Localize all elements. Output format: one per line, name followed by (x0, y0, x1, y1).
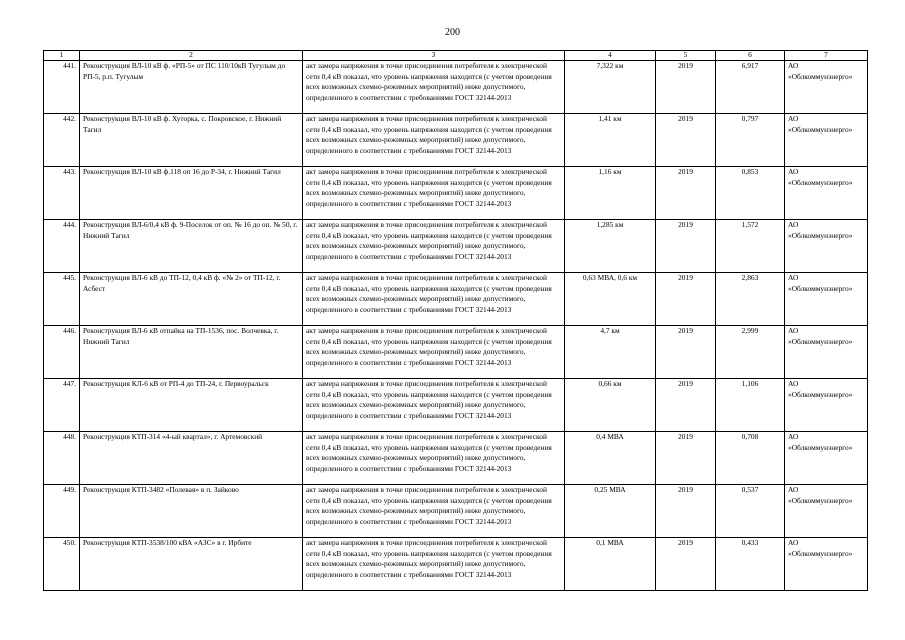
header-cell: 7 (785, 51, 868, 61)
reason-cell: акт замера напряжения в точке присоединения потребителя к электрической сети 0,4 кВ показал, что уровень напряжения находится (с учетом проведения всех возможных схемно-режимных мероприятий) ниже допустимого, определенного в соответствии с требованиями ГОСТ 32144-2013 (303, 379, 565, 432)
organization-cell: АО «Облкоммунэнерго» (785, 485, 868, 538)
organization-cell: АО «Облкоммунэнерго» (785, 432, 868, 485)
project-name-cell: Реконструкция ВЛ-10 кВ ф.118 оп 16 до Р-34, г. Нижний Тагил (80, 167, 303, 220)
project-name-cell: Реконструкция ВЛ-6 кВ отпайка на ТП-1536, пос. Волчевка, г. Нижний Тагил (80, 326, 303, 379)
year-cell: 2019 (656, 167, 716, 220)
capacity-cell: 0,25 МВА (565, 485, 656, 538)
reason-cell: акт замера напряжения в точке присоединения потребителя к электрической сети 0,4 кВ показал, что уровень напряжения находится (с учетом проведения всех возможных схемно-режимных мероприятий) ниже допустимого, определенного в соответствии с требованиями ГОСТ 32144-2013 (303, 432, 565, 485)
year-cell: 2019 (656, 432, 716, 485)
capacity-cell: 0,1 МВА (565, 538, 656, 591)
cost-cell: 0,708 (716, 432, 785, 485)
year-cell: 2019 (656, 485, 716, 538)
reason-cell: акт замера напряжения в точке присоединения потребителя к электрической сети 0,4 кВ показал, что уровень напряжения находится (с учетом проведения всех возможных схемно-режимных мероприятий) ниже допустимого, определенного в соответствии с требованиями ГОСТ 32144-2013 (303, 167, 565, 220)
capacity-cell: 0,4 МВА (565, 432, 656, 485)
page-number: 200 (445, 27, 460, 38)
row-number-cell: 445. (44, 273, 80, 326)
organization-cell: АО «Облкоммунэнерго» (785, 167, 868, 220)
row-number-cell: 441. (44, 61, 80, 114)
table-row (44, 379, 868, 432)
project-name-cell: Реконструкция ВЛ-6 кВ до ТП-12, 0,4 кВ ф. «№ 2» от ТП-12, г. Асбест (80, 273, 303, 326)
header-cell: 6 (716, 51, 785, 61)
capacity-cell: 1,16 км (565, 167, 656, 220)
reason-cell: акт замера напряжения в точке присоединения потребителя к электрической сети 0,4 кВ показал, что уровень напряжения находится (с учетом проведения всех возможных схемно-режимных мероприятий) ниже допустимого, определенного в соответствии с требованиями ГОСТ 32144-2013 (303, 61, 565, 114)
table-row (44, 114, 868, 167)
project-name-cell: Реконструкция ВЛ-10 кВ ф. «РП-5» от ПС 110/10кВ Тугулым до РП-5, р.п. Тугулым (80, 61, 303, 114)
organization-cell: АО «Облкоммунэнерго» (785, 273, 868, 326)
cost-cell: 1,572 (716, 220, 785, 273)
organization-cell: АО «Облкоммунэнерго» (785, 220, 868, 273)
project-name-cell: Реконструкция КЛ-6 кВ от РП-4 до ТП-24, г. Первоуральск (80, 379, 303, 432)
table-row (44, 220, 868, 273)
year-cell: 2019 (656, 326, 716, 379)
cost-cell: 1,106 (716, 379, 785, 432)
row-number-cell: 446. (44, 326, 80, 379)
header-row (44, 51, 868, 61)
row-number-cell: 447. (44, 379, 80, 432)
cost-cell: 0,853 (716, 167, 785, 220)
year-cell: 2019 (656, 220, 716, 273)
reason-cell: акт замера напряжения в точке присоединения потребителя к электрической сети 0,4 кВ показал, что уровень напряжения находится (с учетом проведения всех возможных схемно-режимных мероприятий) ниже допустимого, определенного в соответствии с требованиями ГОСТ 32144-2013 (303, 538, 565, 591)
reason-cell: акт замера напряжения в точке присоединения потребителя к электрической сети 0,4 кВ показал, что уровень напряжения находится (с учетом проведения всех возможных схемно-режимных мероприятий) ниже допустимого, определенного в соответствии с требованиями ГОСТ 32144-2013 (303, 273, 565, 326)
reason-cell: акт замера напряжения в точке присоединения потребителя к электрической сети 0,4 кВ показал, что уровень напряжения находится (с учетом проведения всех возможных схемно-режимных мероприятий) ниже допустимого, определенного в соответствии с требованиями ГОСТ 32144-2013 (303, 114, 565, 167)
year-cell: 2019 (656, 114, 716, 167)
project-name-cell: Реконструкция КТП-3482 «Полевая» в п. Зайково (80, 485, 303, 538)
row-number-cell: 442. (44, 114, 80, 167)
year-cell: 2019 (656, 61, 716, 114)
table-row (44, 432, 868, 485)
project-name-cell: Реконструкция КТП-3538/100 кВА «АЗС» в г. Ирбите (80, 538, 303, 591)
table-row (44, 61, 868, 114)
cost-cell: 0,537 (716, 485, 785, 538)
table-row (44, 485, 868, 538)
cost-cell: 2,999 (716, 326, 785, 379)
capacity-cell: 0,63 МВА, 0,6 км (565, 273, 656, 326)
capacity-cell: 7,322 км (565, 61, 656, 114)
header-cell: 4 (565, 51, 656, 61)
project-name-cell: Реконструкция ВЛ-6/0,4 кВ ф. 9-Поселок от оп. № 16 до оп. № 50, г. Нижний Тагил (80, 220, 303, 273)
table-row (44, 167, 868, 220)
cost-cell: 2,863 (716, 273, 785, 326)
capacity-cell: 1,41 км (565, 114, 656, 167)
organization-cell: АО «Облкоммунэнерго» (785, 326, 868, 379)
organization-cell: АО «Облкоммунэнерго» (785, 61, 868, 114)
table-row (44, 326, 868, 379)
cost-cell: 6,917 (716, 61, 785, 114)
header-cell: 2 (80, 51, 303, 61)
header-cell: 5 (656, 51, 716, 61)
reason-cell: акт замера напряжения в точке присоединения потребителя к электрической сети 0,4 кВ показал, что уровень напряжения находится (с учетом проведения всех возможных схемно-режимных мероприятий) ниже допустимого, определенного в соответствии с требованиями ГОСТ 32144-2013 (303, 326, 565, 379)
table-row (44, 273, 868, 326)
year-cell: 2019 (656, 379, 716, 432)
row-number-cell: 450. (44, 538, 80, 591)
table-row (44, 538, 868, 591)
cost-cell: 0,433 (716, 538, 785, 591)
capacity-cell: 1,285 км (565, 220, 656, 273)
project-name-cell: Реконструкция ВЛ-10 кВ ф. Хуторка, с. Покровское, г. Нижний Тагил (80, 114, 303, 167)
year-cell: 2019 (656, 273, 716, 326)
cost-cell: 0,797 (716, 114, 785, 167)
row-number-cell: 444. (44, 220, 80, 273)
row-number-cell: 449. (44, 485, 80, 538)
organization-cell: АО «Облкоммунэнерго» (785, 379, 868, 432)
year-cell: 2019 (656, 538, 716, 591)
project-name-cell: Реконструкция КТП-314 «4-ый квартал», г. Артемовский (80, 432, 303, 485)
header-cell: 3 (303, 51, 565, 61)
capacity-cell: 4,7 км (565, 326, 656, 379)
capacity-cell: 0,66 км (565, 379, 656, 432)
reason-cell: акт замера напряжения в точке присоединения потребителя к электрической сети 0,4 кВ показал, что уровень напряжения находится (с учетом проведения всех возможных схемно-режимных мероприятий) ниже допустимого, определенного в соответствии с требованиями ГОСТ 32144-2013 (303, 485, 565, 538)
organization-cell: АО «Облкоммунэнерго» (785, 538, 868, 591)
organization-cell: АО «Облкоммунэнерго» (785, 114, 868, 167)
reason-cell: акт замера напряжения в точке присоединения потребителя к электрической сети 0,4 кВ показал, что уровень напряжения находится (с учетом проведения всех возможных схемно-режимных мероприятий) ниже допустимого, определенного в соответствии с требованиями ГОСТ 32144-2013 (303, 220, 565, 273)
row-number-cell: 448. (44, 432, 80, 485)
header-cell: 1 (44, 51, 80, 61)
projects-table (43, 50, 868, 591)
row-number-cell: 443. (44, 167, 80, 220)
